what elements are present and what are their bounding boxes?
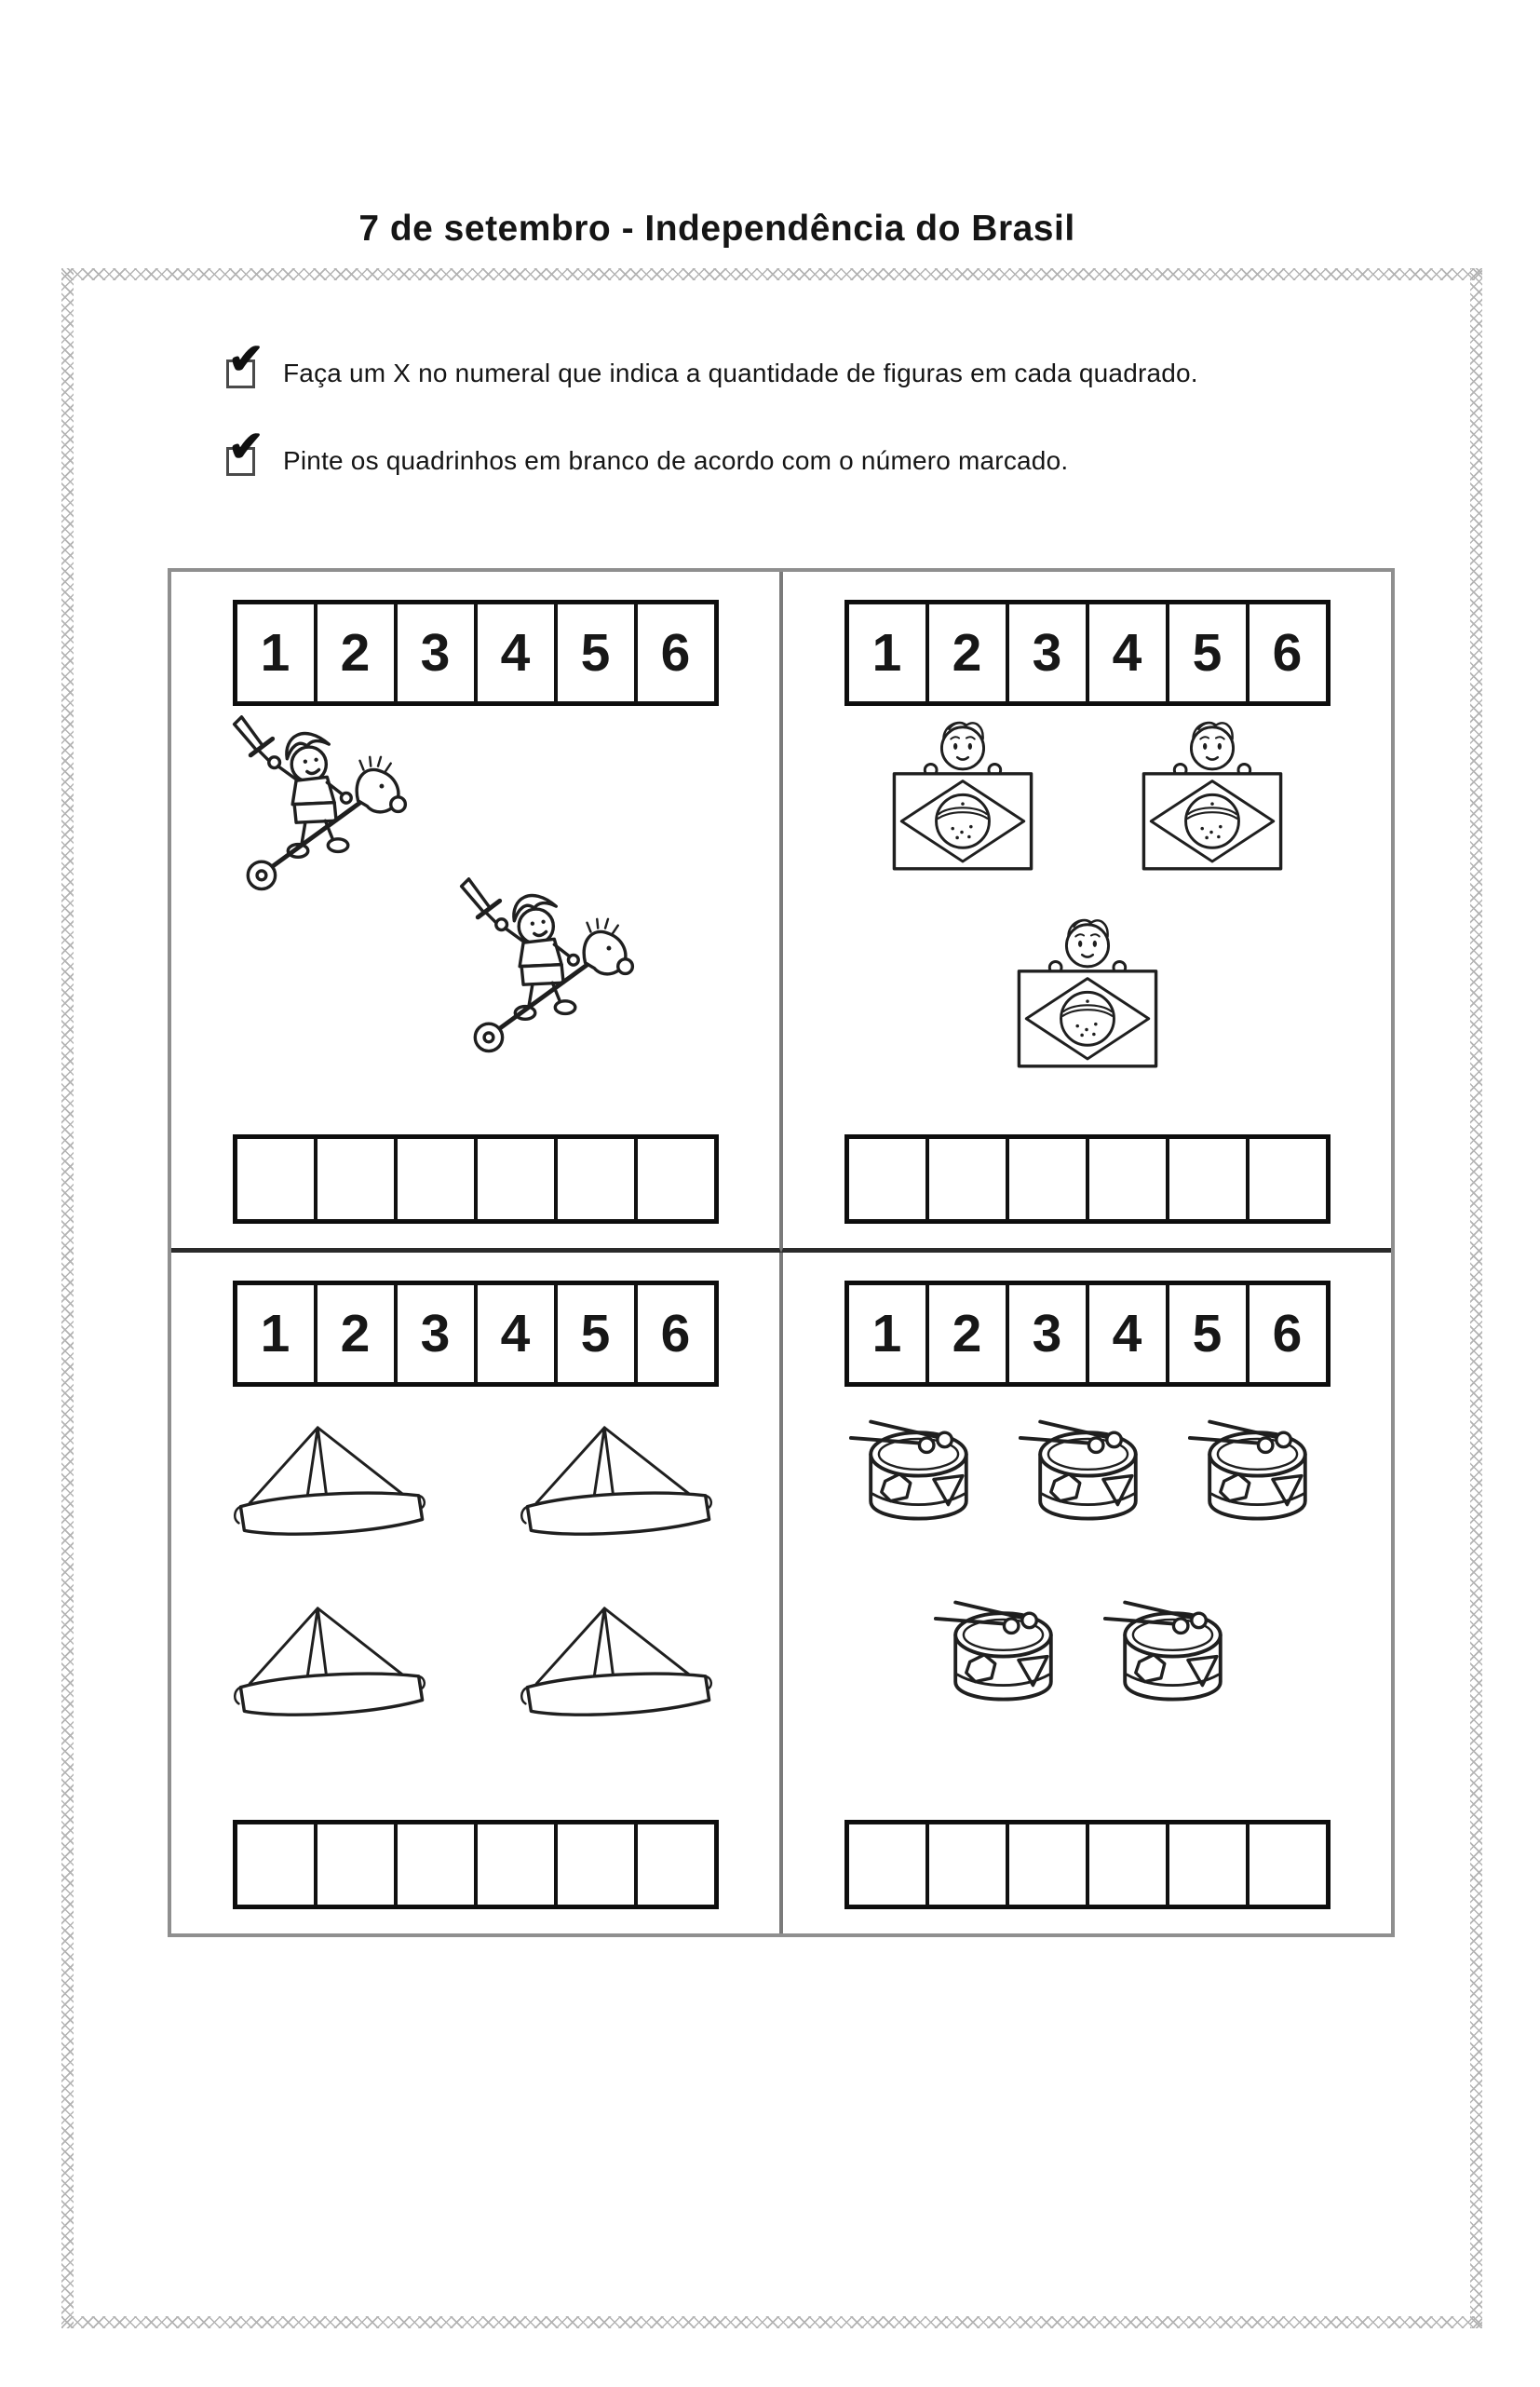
exercise-grid xyxy=(168,568,1395,1937)
paper-hat-figure xyxy=(219,1599,446,1728)
worksheet-page xyxy=(0,209,1540,2387)
numeral-cell[interactable]: 5 xyxy=(556,1283,636,1384)
instruction-row-1 xyxy=(226,333,1540,393)
answer-cell[interactable] xyxy=(396,1823,476,1906)
numeral-cell[interactable]: 1 xyxy=(847,603,927,703)
numeral-cell[interactable]: 6 xyxy=(636,603,716,703)
answer-cell[interactable] xyxy=(636,1823,716,1906)
numeral-cell[interactable]: 1 xyxy=(236,603,316,703)
answer-cell[interactable] xyxy=(556,1137,636,1221)
paper-hat-figure xyxy=(506,1599,733,1728)
hobby-horse-child-figure xyxy=(447,872,647,1072)
answer-cell[interactable] xyxy=(927,1823,1007,1906)
answer-cell[interactable] xyxy=(316,1823,396,1906)
check-mark-icon: ✔ xyxy=(228,333,264,383)
answer-cell[interactable] xyxy=(1007,1823,1087,1906)
answer-strip xyxy=(233,1820,719,1909)
numeral-cell[interactable]: 3 xyxy=(396,1283,476,1384)
toy-drum-figure xyxy=(1180,1409,1334,1549)
answer-cell[interactable] xyxy=(1007,1137,1087,1221)
answer-cell[interactable] xyxy=(1087,1137,1168,1221)
answer-cell[interactable] xyxy=(847,1823,927,1906)
page-border-right xyxy=(1470,268,1482,2328)
toy-drum-figure xyxy=(1010,1409,1165,1549)
figures-hobby-horses xyxy=(171,706,779,1134)
brazil-flag-child-figure xyxy=(989,913,1186,1105)
instruction-row-2 xyxy=(226,421,1540,481)
numeral-cell[interactable]: 6 xyxy=(1248,603,1328,703)
numeral-cell[interactable]: 5 xyxy=(1168,603,1248,703)
answer-cell[interactable] xyxy=(1168,1823,1248,1906)
answer-cell[interactable] xyxy=(847,1137,927,1221)
brazil-flag-child-figure xyxy=(864,715,1061,907)
quadrant-paper-hats xyxy=(171,1253,781,1933)
numeral-cell[interactable]: 4 xyxy=(476,1283,556,1384)
numeral-cell[interactable]: 6 xyxy=(636,1283,716,1384)
toy-drum-figure xyxy=(841,1409,995,1549)
answer-strip xyxy=(844,1820,1331,1909)
numeral-cell[interactable]: 1 xyxy=(847,1283,927,1384)
numeral-cell[interactable]: 5 xyxy=(556,603,636,703)
toy-drum-figure xyxy=(1095,1590,1250,1729)
page-border-top xyxy=(61,268,1482,280)
numeral-cell[interactable]: 5 xyxy=(1168,1283,1248,1384)
toy-drum-figure xyxy=(925,1590,1080,1729)
page-title: 7 de setembro - Independência do Brasil xyxy=(358,209,1075,249)
answer-cell[interactable] xyxy=(1248,1823,1328,1906)
answer-cell[interactable] xyxy=(476,1137,556,1221)
numeral-strip xyxy=(844,1281,1331,1387)
paper-hat-figure xyxy=(219,1418,446,1547)
answer-strip xyxy=(233,1134,719,1224)
answer-cell[interactable] xyxy=(1168,1137,1248,1221)
numeral-cell[interactable]: 4 xyxy=(1087,603,1168,703)
numeral-cell[interactable]: 2 xyxy=(927,1283,1007,1384)
numeral-strip xyxy=(233,1281,719,1387)
answer-cell[interactable] xyxy=(1248,1137,1328,1221)
answer-cell[interactable] xyxy=(236,1137,316,1221)
numeral-cell[interactable]: 3 xyxy=(1007,603,1087,703)
numeral-cell[interactable]: 6 xyxy=(1248,1283,1328,1384)
answer-cell[interactable] xyxy=(556,1823,636,1906)
numeral-cell[interactable]: 4 xyxy=(476,603,556,703)
quadrant-hobby-horses xyxy=(171,572,781,1253)
numeral-cell[interactable]: 1 xyxy=(236,1283,316,1384)
answer-cell[interactable] xyxy=(636,1137,716,1221)
answer-cell[interactable] xyxy=(476,1823,556,1906)
quadrant-brazil-flags xyxy=(781,572,1391,1253)
check-mark-icon: ✔ xyxy=(228,421,264,470)
numeral-cell[interactable]: 3 xyxy=(396,603,476,703)
paper-hat-figure xyxy=(506,1418,733,1547)
instruction-text-1: Faça um X no numeral que indica a quantidade de figuras em cada quadrado. xyxy=(283,359,1198,387)
numeral-cell[interactable]: 2 xyxy=(927,603,1007,703)
checked-checkbox-icon xyxy=(226,333,264,388)
answer-cell[interactable] xyxy=(236,1823,316,1906)
numeral-cell[interactable]: 2 xyxy=(316,603,396,703)
answer-cell[interactable] xyxy=(316,1137,396,1221)
brazil-flag-child-figure xyxy=(1114,715,1311,907)
numeral-strip xyxy=(233,600,719,706)
hobby-horse-child-figure xyxy=(220,710,420,910)
answer-cell[interactable] xyxy=(396,1137,476,1221)
numeral-cell[interactable]: 4 xyxy=(1087,1283,1168,1384)
figures-toy-drums xyxy=(783,1387,1391,1820)
figures-brazil-flags xyxy=(783,706,1391,1134)
numeral-strip xyxy=(844,600,1331,706)
answer-strip xyxy=(844,1134,1331,1224)
instruction-text-2: Pinte os quadrinhos em branco de acordo com o número marcado. xyxy=(283,446,1069,475)
checked-checkbox-icon xyxy=(226,421,264,476)
page-border-bottom xyxy=(61,2316,1482,2328)
numeral-cell[interactable]: 2 xyxy=(316,1283,396,1384)
figures-paper-hats xyxy=(171,1387,779,1820)
answer-cell[interactable] xyxy=(927,1137,1007,1221)
numeral-cell[interactable]: 3 xyxy=(1007,1283,1087,1384)
page-border-left xyxy=(61,268,74,2328)
quadrant-toy-drums xyxy=(781,1253,1391,1933)
answer-cell[interactable] xyxy=(1087,1823,1168,1906)
